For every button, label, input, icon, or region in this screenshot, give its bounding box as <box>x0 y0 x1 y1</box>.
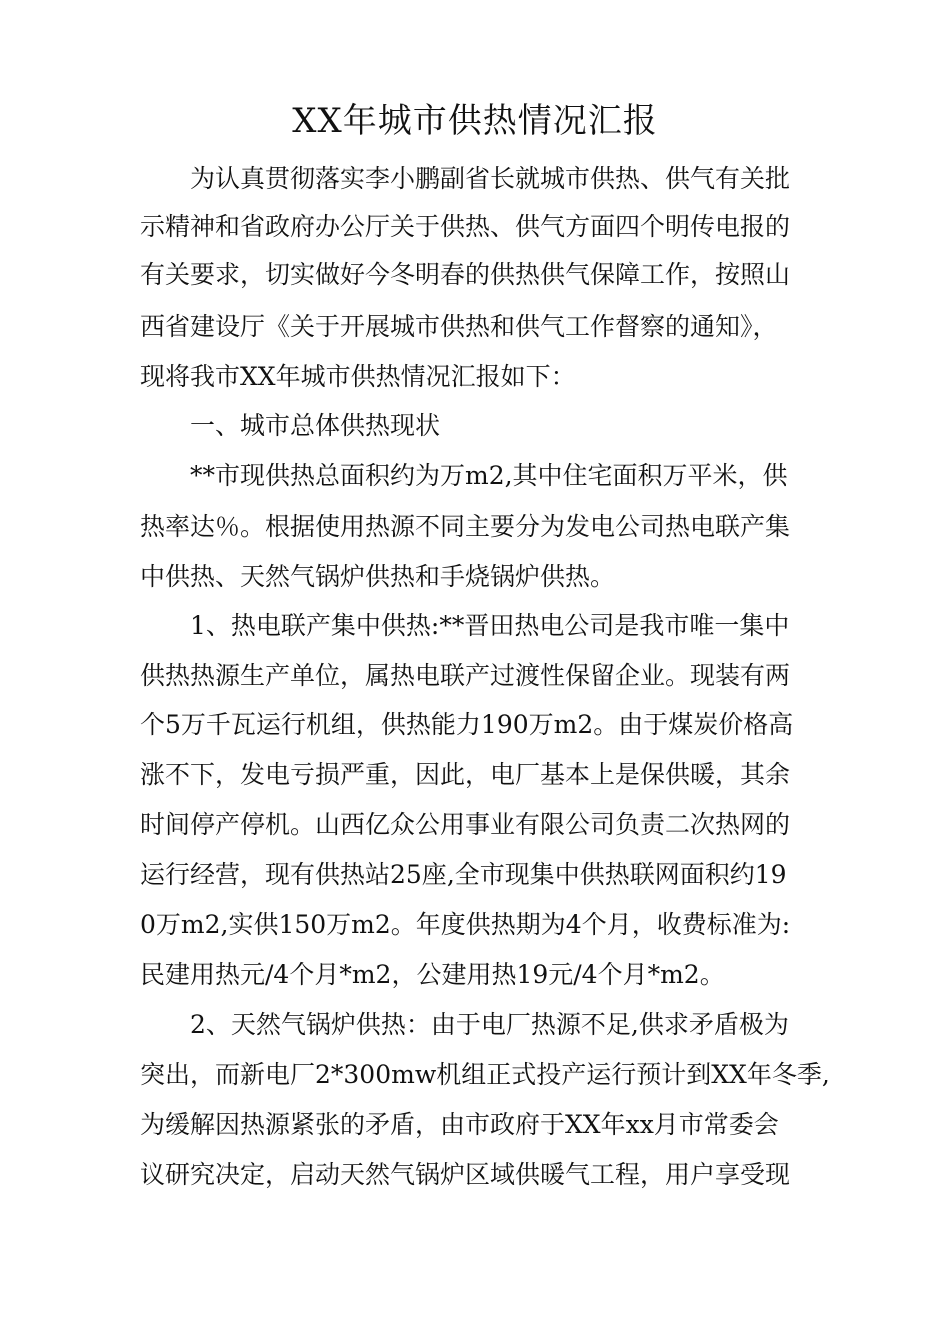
paragraph-line: 供热热源生产单位，属热电联产过渡性保留企业。现装有两 <box>140 661 791 690</box>
paragraph-line: 示精神和省政府办公厅关于供热、供气方面四个明传电报的 <box>140 212 791 241</box>
section-heading: 一、城市总体供热现状 <box>190 411 441 440</box>
paragraph-line: 突出，而新电厂2*300mw机组正式投产运行预计到XX年冬季, <box>140 1060 830 1089</box>
paragraph-line: 西省建设厅《关于开展城市供热和供气工作督察的通知》， <box>140 312 778 341</box>
paragraph-line: 涨不下，发电亏损严重，因此，电厂基本上是保供暖，其余 <box>140 760 791 789</box>
paragraph-line: 现将我市XX年城市供热情况汇报如下： <box>140 362 576 391</box>
paragraph-line: 时间停产停机。山西亿众公用事业有限公司负责二次热网的 <box>140 810 791 839</box>
paragraph-line: 1、热电联产集中供热:**晋田热电公司是我市唯一集中 <box>190 611 790 640</box>
paragraph-line: 2、天然气锅炉供热：由于电厂热源不足,供求矛盾极为 <box>190 1010 789 1039</box>
paragraph-line: 个5万千瓦运行机组，供热能力190万m2。由于煤炭价格高 <box>140 710 794 739</box>
paragraph-line: 运行经营，现有供热站25座,全市现集中供热联网面积约19 <box>140 860 787 889</box>
paragraph-line: **市现供热总面积约为万m2,其中住宅面积万平米，供 <box>190 461 788 490</box>
paragraph-line: 0万m2,实供150万m2。年度供热期为4个月，收费标准为: <box>140 910 791 939</box>
paragraph-line: 有关要求，切实做好今冬明春的供热供气保障工作，按照山 <box>140 260 791 289</box>
document-title: XX年城市供热情况汇报 <box>292 101 658 141</box>
paragraph-line: 为缓解因热源紧张的矛盾，由市政府于XX年xx月市常委会 <box>140 1110 779 1139</box>
paragraph-line: 中供热、天然气锅炉供热和手烧锅炉供热。 <box>140 562 616 591</box>
paragraph-line: 民建用热元/4个月*m2，公建用热19元/4个月*m2。 <box>140 960 725 989</box>
paragraph-line: 热率达％。根据使用热源不同主要分为发电公司热电联产集 <box>140 512 791 541</box>
paragraph-line: 为认真贯彻落实李小鹏副省长就城市供热、供气有关批 <box>190 164 791 193</box>
paragraph-line: 议研究决定，启动天然气锅炉区域供暖气工程，用户享受现 <box>140 1160 791 1189</box>
